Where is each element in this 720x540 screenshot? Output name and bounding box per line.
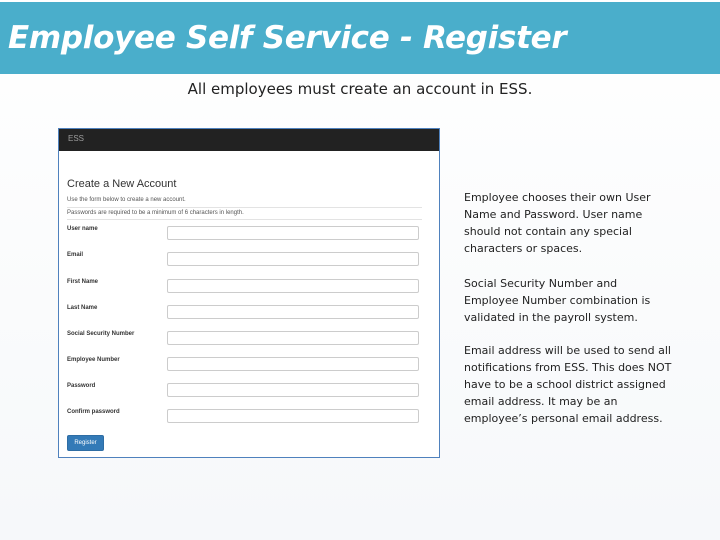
divider [67,219,422,220]
registration-screenshot [58,128,440,458]
last-name-label: Last Name [67,305,98,311]
user-name-input[interactable] [167,226,419,240]
confirm-password-label: Confirm password [67,409,120,415]
note-email-usage: Email address will be used to send all notifications from ESS. This does NOT have to be a school district assigned email address. It may be an employee’s personal email address. [464,344,672,425]
slide-subtitle: All employees must create an account in ESS. [187,80,533,98]
employee-number-label: Employee Number [67,357,120,363]
password-requirement: Passwords are required to be a minimum of 6 characters in length. [67,210,244,216]
confirm-password-input[interactable] [167,409,419,423]
first-name-input[interactable] [167,279,419,293]
register-button[interactable]: Register [67,435,104,451]
note-username-password: Employee chooses their own User Name and Password. User name should not contain any special characters or spaces. [464,191,651,255]
password-label: Password [67,383,96,389]
password-input[interactable] [167,383,419,397]
ess-brand[interactable]: ESS [68,134,85,143]
form-title: Create a New Account [67,178,177,190]
last-name-input[interactable] [167,305,419,319]
title-bar [0,2,720,74]
note-ssn-validation: Social Security Number and Employee Number combination is validated in the payroll system. [464,277,651,324]
ssn-label: Social Security Number [67,331,135,337]
divider [67,207,422,208]
user-name-label: User name [67,226,98,232]
form-instructions: Use the form below to create a new account. [67,197,186,203]
navbar [59,129,439,151]
employee-number-input[interactable] [167,357,419,371]
email-label: Email [67,252,84,258]
slide-title: Employee Self Service - Register [8,20,567,56]
first-name-label: First Name [67,279,99,285]
email-input[interactable] [167,252,419,266]
ssn-input[interactable] [167,331,419,345]
